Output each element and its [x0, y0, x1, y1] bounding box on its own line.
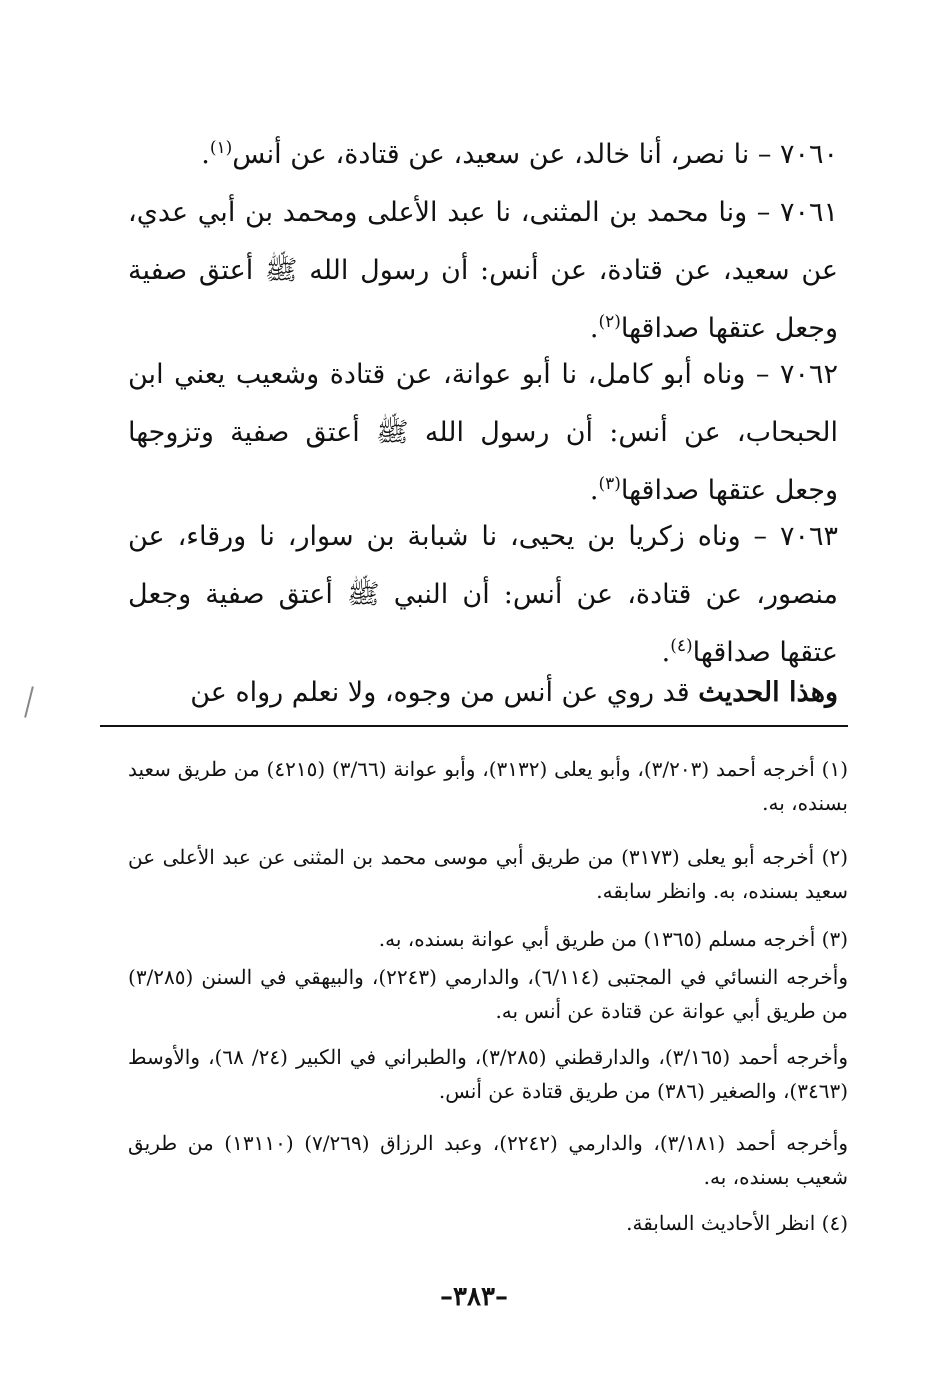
- hadith-number: ٧٠٦٠: [779, 139, 838, 170]
- hadith-text: – ونا محمد بن المثنى، نا عبد الأعلى ومحمد بن أبي عدي، عن سعيد، عن قتادة، عن أنس: أن رسول الله ﷺ أعتق صفية وجعل عتقها صداقها: [128, 197, 838, 344]
- footnote-4: (٤) انظر الأحاديث السابقة.: [626, 1211, 848, 1235]
- footnote-ref: (٤): [670, 636, 693, 656]
- footnote-2: (٢) أخرجه أبو يعلى (٣١٧٣) من طريق أبي موسى محمد بن المثنى عن عبد الأعلى عن سعيد بسنده، به. وانظر سابقه.: [128, 845, 848, 903]
- footnote-divider: [100, 725, 848, 727]
- footnote-1: (١) أخرجه أحمد (٣/٢٠٣)، وأبو يعلى (٣١٣٢)، وأبو عوانة (٣/٦٦) (٤٢١٥) من طريق سعيد بسنده، به.: [128, 757, 849, 815]
- hadith-7061: [128, 184, 838, 358]
- hadith-number: ٧٠٦٢: [779, 359, 838, 390]
- hadith-number: ٧٠٦٣: [779, 521, 838, 552]
- page-number: –٣٨٣–: [440, 1282, 508, 1312]
- hadith-text: – وناه أبو كامل، نا أبو عوانة، عن قتادة وشعيب يعني ابن الحبحاب، عن أنس: أن رسول الله ﷺ أعتق صفية وتزوجها وجعل عتقها صداقها: [128, 359, 838, 506]
- period: .: [589, 475, 599, 506]
- closing-lead: وهذا الحديث: [698, 677, 838, 708]
- footnote-3: (٣) أخرجه مسلم (١٣٦٥) من طريق أبي عوانة بسنده، به.: [378, 927, 848, 951]
- footnote-ref: (١): [209, 138, 233, 158]
- hadith-7062: [128, 346, 838, 520]
- closing-paragraph: [128, 664, 838, 722]
- footnote-ref: (٣): [598, 474, 621, 494]
- period: .: [661, 637, 671, 668]
- hadith-number: ٧٠٦١: [779, 197, 838, 228]
- period: .: [589, 313, 599, 344]
- footnote-ref: (٢): [598, 312, 621, 332]
- margin-mark: [24, 686, 34, 718]
- hadith-text: – وناه زكريا بن يحيى، نا شبابة بن سوار، نا ورقاء، عن منصور، عن قتادة، عن أنس: أن النبي ﷺ أعتق صفية وجعل عتقها صداقها: [128, 521, 838, 668]
- footnote-3-cont-2: وأخرجه أحمد (٣/١٦٥)، والدارقطني (٣/٢٨٥)، والطبراني في الكبير (٢٤/ ٦٨)، والأوسط (٣٤٦٣)، والصغير (٣٨٦) من طريق قتادة عن أنس.: [128, 1045, 849, 1103]
- footnote-3-cont-3: وأخرجه أحمد (٣/١٨١)، والدارمي (٢٢٤٢)، وعبد الرزاق (٧/٢٦٩) (١٣١١٠) من طريق شعيب بسنده، به.: [128, 1131, 848, 1189]
- closing-text: قد روي عن أنس من وجوه، ولا نعلم رواه عن: [190, 677, 690, 708]
- hadith-7063: [128, 508, 838, 682]
- footnote-3-cont-1: وأخرجه النسائي في المجتبى (٦/١١٤)، والدارمي (٢٢٤٣)، والبيهقي في السنن (٣/٢٨٥) من طريق أبي عوانة عن قتادة عن أنس به.: [128, 965, 849, 1023]
- hadith-text: – نا نصر، أنا خالد، عن سعيد، عن قتادة، عن أنس: [232, 139, 772, 170]
- hadith-7060: [128, 126, 838, 184]
- period: .: [201, 139, 210, 170]
